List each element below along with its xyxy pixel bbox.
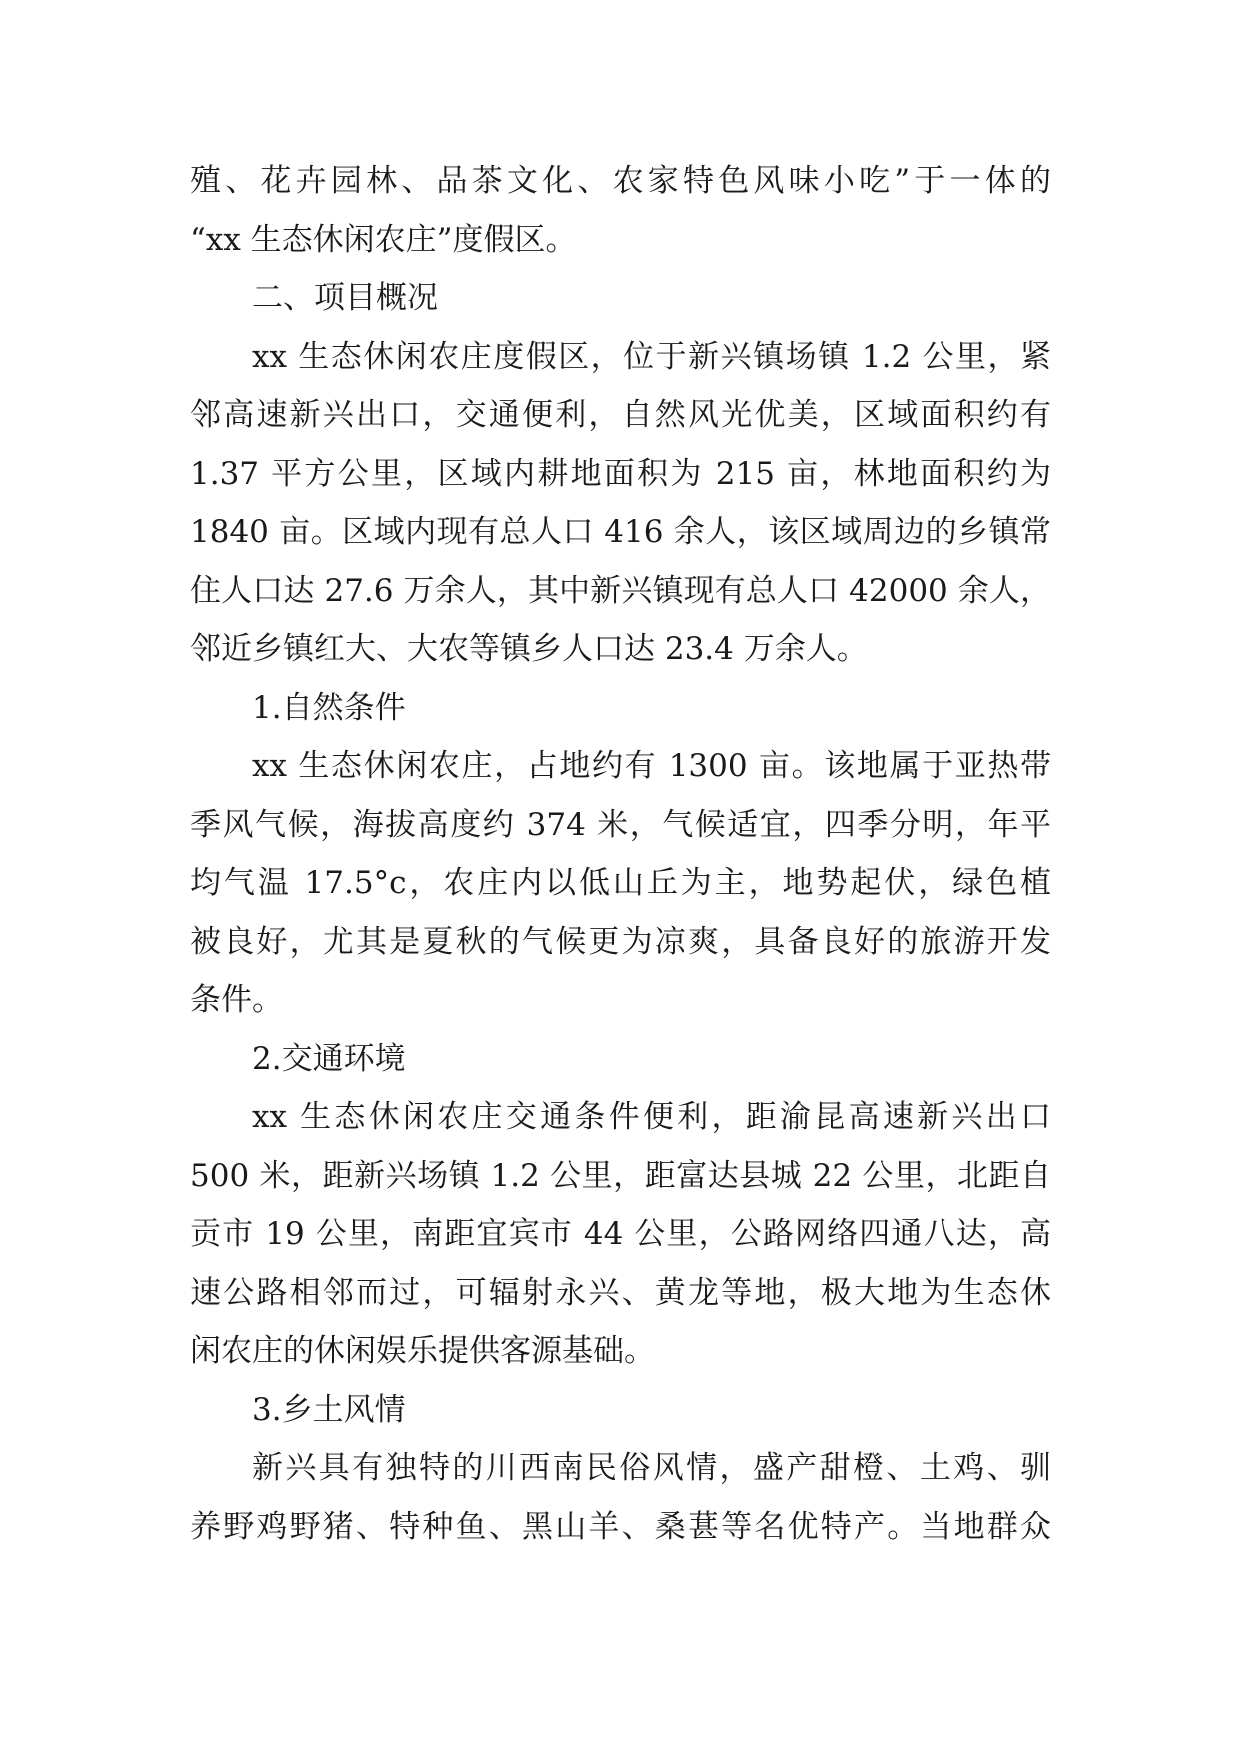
subheading-local-customs: 3.乡土风情 — [252, 1391, 406, 1428]
paragraph-line: 500 米，距新兴场镇 1.2 公里，距富达县城 22 公里，北距自 — [190, 1157, 1051, 1194]
paragraph-line: 均气温 17.5°c，农庄内以低山丘为主，地势起伏，绿色植 — [190, 865, 1051, 901]
paragraph-line: xx 生态休闲农庄，占地约有 1300 亩。该地属于亚热带 — [252, 748, 1051, 784]
paragraph-line: 1.37 平方公里，区域内耕地面积为 215 亩，林地面积约为 — [190, 455, 1051, 492]
paragraph-line: 季风气候，海拔高度约 374 米，气候适宜，四季分明，年平 — [190, 806, 1051, 843]
paragraph-line: 养野鸡野猪、特种鱼、黑山羊、桑葚等名优特产。当地群众 — [190, 1508, 1051, 1545]
section-heading-project-overview: 二、项目概况 — [252, 280, 438, 316]
subheading-natural-conditions: 1.自然条件 — [252, 689, 406, 726]
paragraph-line: xx 生态休闲农庄交通条件便利，距渝昆高速新兴出口 — [252, 1099, 1051, 1135]
paragraph-line: 速公路相邻而过，可辐射永兴、黄龙等地，极大地为生态休 — [190, 1274, 1051, 1311]
paragraph-line: 邻近乡镇红大、大农等镇乡人口达 23.4 万余人。 — [190, 631, 868, 667]
paragraph-line: 贡市 19 公里，南距宜宾市 44 公里，公路网络四通八达，高 — [190, 1216, 1051, 1252]
paragraph-line: 邻高速新兴出口，交通便利，自然风光优美，区域面积约有 — [190, 397, 1051, 433]
paragraph-line: 闲农庄的休闲娱乐提供客源基础。 — [190, 1333, 655, 1369]
paragraph-line: 条件。 — [190, 982, 283, 1018]
paragraph-continuation-line: “xx 生态休闲农庄”度假区。 — [190, 221, 577, 258]
paragraph-line: 新兴具有独特的川西南民俗风情，盛产甜橙、土鸡、驯 — [252, 1450, 1051, 1486]
paragraph-line: 被良好，尤其是夏秋的气候更为凉爽，具备良好的旅游开发 — [190, 923, 1051, 960]
paragraph-continuation-line: 殖、花卉园林、品茶文化、农家特色风味小吃”于一体的 — [190, 163, 1051, 199]
paragraph-line: xx 生态休闲农庄度假区，位于新兴镇场镇 1.2 公里，紧 — [252, 338, 1051, 375]
document-body — [190, 152, 1051, 1556]
subheading-transport: 2.交通环境 — [252, 1040, 406, 1077]
paragraph-line: 1840 亩。区域内现有总人口 416 余人，该区域周边的乡镇常 — [190, 514, 1051, 550]
paragraph-line: 住人口达 27.6 万余人，其中新兴镇现有总人口 42000 余人， — [190, 572, 1051, 609]
